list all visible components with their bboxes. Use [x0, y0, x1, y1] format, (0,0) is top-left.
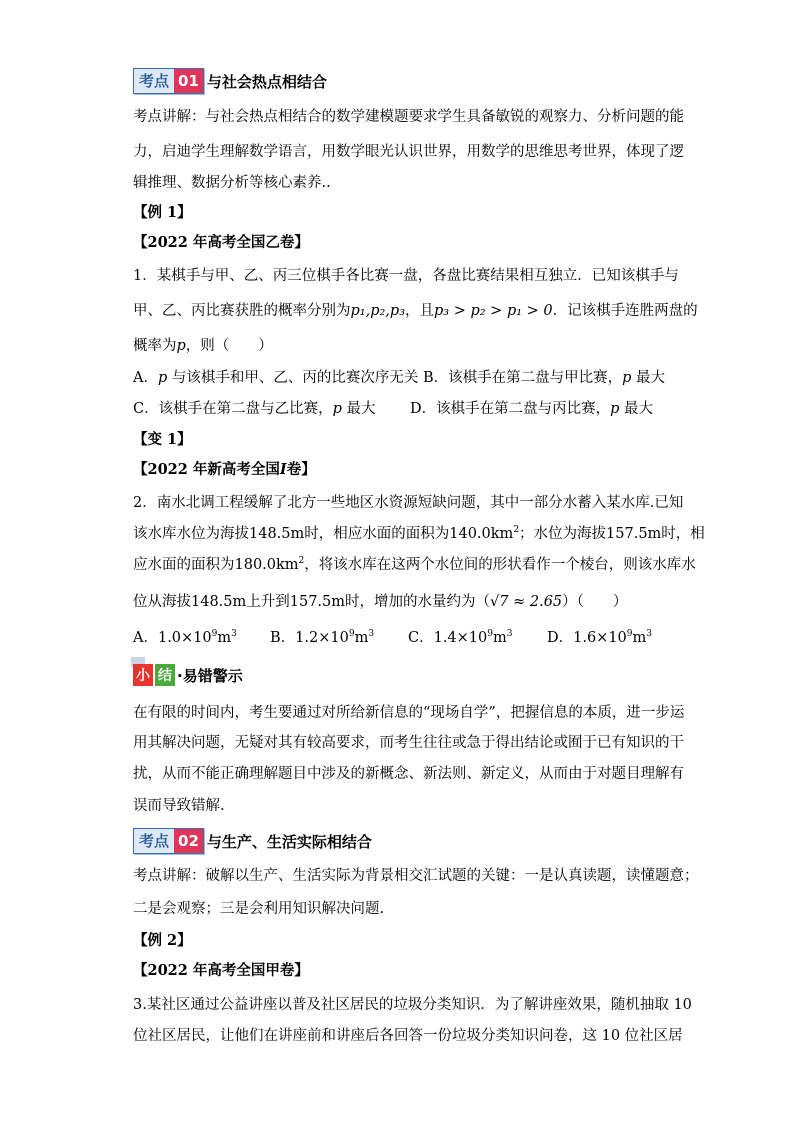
- section1-title: 与社会热点相结合: [206, 72, 327, 91]
- text: B．1.2×10: [270, 630, 349, 646]
- section2-number: 02: [174, 829, 203, 853]
- exponent: 3: [646, 629, 653, 639]
- section1-badge: [133, 68, 204, 94]
- section2-title: 与生产、生活实际相结合: [206, 832, 372, 851]
- section2-intro-line: 考点讲解：破解以生产、生活实际为背景相交汇试题的关键：一是认真读题，读懂题意；: [133, 868, 699, 884]
- exponent: 3: [506, 629, 513, 639]
- example1-question-line: 1．某棋手与甲、乙、丙三位棋手各比赛一盘，各盘比赛结果相互独立．已知该棋手与: [133, 268, 679, 284]
- unit: m: [354, 630, 369, 646]
- text: 最大: [619, 401, 654, 417]
- text: 与该棋手和甲、乙、丙的比赛次序无关: [167, 370, 419, 386]
- inequality: p₃ > p₂ > p₁ > 0: [434, 303, 553, 319]
- unit: m: [493, 630, 507, 646]
- exponent: 3: [231, 629, 237, 639]
- probabilities: p₁,p₂,p₃: [350, 303, 406, 319]
- example1-option-a: [133, 368, 418, 388]
- text: D．1.6×10: [547, 630, 627, 646]
- summary-line: 在有限的时间内，考生要通过对所给新信息的“现场自学”，把握信息的本质，进一步运: [133, 705, 685, 721]
- var-p: p: [157, 370, 168, 386]
- section1-intro-line: 考点讲解：与社会热点相结合的数学建模题要求学生具备敏锐的观察力、分析问题的能: [133, 109, 684, 125]
- text: ，则（ ）: [185, 338, 273, 354]
- exponent: 9: [487, 629, 493, 639]
- text: 甲、乙、丙比赛获胜的概率分别为: [133, 303, 351, 319]
- summary-line: 误而导致错解.: [133, 798, 225, 814]
- variant1-question-line: [133, 524, 705, 544]
- text: 最大: [631, 370, 666, 386]
- var-p: p: [610, 401, 620, 417]
- example1-tag: 【例 1】: [133, 204, 192, 221]
- text: 概率为: [133, 338, 177, 354]
- exponent: 2: [513, 525, 520, 535]
- variant1-question-line: [133, 555, 696, 575]
- variant1-question-line: 2．南水北调工程缓解了北方一些地区水资源短缺问题，其中一部分水蓄入某水库.已知: [133, 495, 684, 511]
- example2-question-line: 位社区居民，让他们在讲座前和讲座后各回答一份垃圾分类知识问卷，这 10 位社区居: [133, 1028, 683, 1044]
- text: 【2022 年新高考全国: [133, 461, 280, 478]
- text: ，且: [405, 303, 435, 319]
- section2-intro-line: 二是会观察；三是会利用知识解决问题.: [133, 901, 385, 917]
- text: A．1.0×10: [133, 630, 212, 646]
- summary-title: ·易错警示: [177, 666, 243, 685]
- example1-option-c: [133, 399, 376, 419]
- variant1-option-d: [547, 628, 652, 648]
- example1-question-line: [133, 336, 273, 356]
- text: 卷】: [286, 461, 316, 478]
- var-p: p: [176, 338, 186, 354]
- exponent: 9: [348, 629, 355, 639]
- section1-label: 考点: [134, 69, 174, 93]
- text: 该水库水位为海拔148.5m时，相应水面的面积为140.0km: [133, 526, 514, 542]
- variant1-option-a: [133, 628, 237, 648]
- text: C．1.4×10: [408, 630, 488, 646]
- text: D．该棋手在第二盘与丙比赛，: [410, 401, 611, 417]
- summary-badge-b: 结: [155, 664, 175, 686]
- section1-intro-line: 力，启迪学生理解数学语言，用数学眼光认识世界，用数学的思维思考世界，体现了逻: [133, 144, 684, 160]
- text: ．记该棋手连胜两盘的: [552, 303, 698, 319]
- exponent: 2: [298, 556, 305, 566]
- var-p: p: [622, 370, 632, 386]
- example1-option-d: [410, 399, 653, 419]
- exponent: 3: [368, 629, 375, 639]
- example1-question-line: [133, 301, 698, 321]
- summary-line: 用其解决问题，无疑对其有较高要求，而考生往往或急于得出结论或囿于已有知识的干: [133, 735, 684, 751]
- section2-label: 考点: [134, 829, 174, 853]
- unit: m: [632, 630, 647, 646]
- summary-badge-a: 小: [133, 664, 153, 686]
- text: A．: [133, 370, 158, 386]
- sqrt-approx: √7 ≈ 2.65: [490, 594, 563, 610]
- text: 最大: [341, 401, 376, 417]
- exponent: 9: [626, 629, 633, 639]
- text: 位从海拔148.5m上升到157.5m时，增加的水量约为（: [133, 594, 491, 610]
- variant1-source: [133, 460, 316, 480]
- text: C．该棋手在第二盘与乙比赛，: [133, 401, 333, 417]
- example1-option-b: [423, 368, 665, 388]
- example1-source: 【2022 年高考全国乙卷】: [133, 234, 309, 251]
- variant1-option-b: [270, 628, 374, 648]
- section1-header: [133, 68, 327, 94]
- example2-source: 【2022 年高考全国甲卷】: [133, 962, 309, 979]
- variant1-question-line: [133, 592, 627, 612]
- section1-number: 01: [174, 69, 203, 93]
- exponent: 9: [211, 629, 218, 639]
- section1-intro-line: 辑推理、数据分析等核心素养..: [133, 175, 331, 191]
- text: 应水面的面积为180.0km: [133, 557, 299, 573]
- section2-badge: [133, 828, 204, 854]
- section2-header: [133, 828, 372, 854]
- variant1-tag: 【变 1】: [133, 431, 192, 448]
- variant1-option-c: [408, 628, 512, 648]
- unit: m: [217, 630, 232, 646]
- summary-header: [133, 662, 243, 688]
- text: ，将该水库在这两个水位间的形状看作一个棱台，则该水库水: [304, 557, 696, 573]
- example2-tag: 【例 2】: [133, 932, 192, 949]
- var-p: p: [332, 401, 342, 417]
- text: I: [279, 461, 287, 478]
- text: B．该棋手在第二盘与甲比赛，: [423, 370, 623, 386]
- summary-line: 扰，从而不能正确理解题目中涉及的新概念、新法则、新定义，从而由于对题目理解有: [133, 766, 684, 782]
- text: ；水位为海拔157.5m时，相: [519, 526, 705, 542]
- example2-question-line: 3.某社区通过公益讲座以普及社区居民的垃圾分类知识．为了解讲座效果，随机抽取 10: [133, 997, 692, 1013]
- text: ）（ ）: [562, 594, 628, 610]
